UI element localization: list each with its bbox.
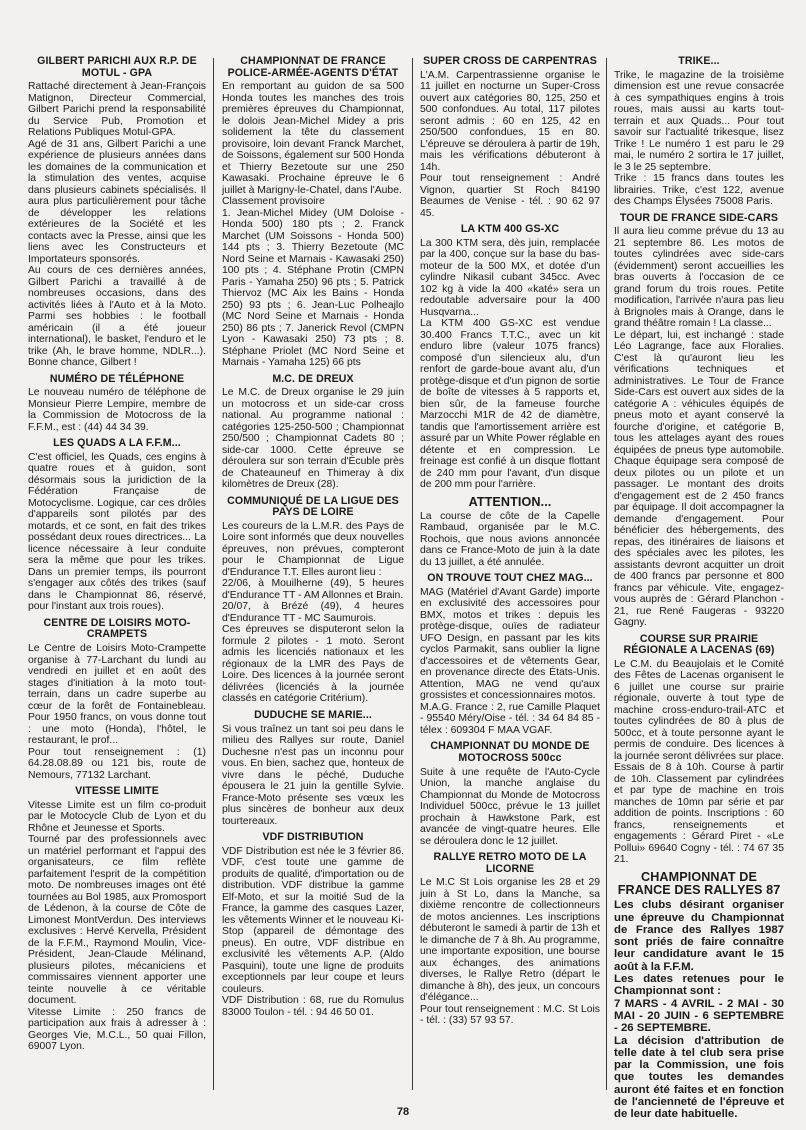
article-body: Trike, le magazine de la troisième dimension est une revue consacrée à ces sympathiques engins à trois roues, mais aussi au karts tout-terrain et aux Quads... Pour tout savoir sur l'actualité trikesque, lisez Trike ! Le numéro 1 est paru le 29 mai, le numéro 2 sortira le 17 juillet, le 3 le 25 septembre. Trike : 15 francs dans toutes les librairies. Trike, c'est 122, avenue des Champs Élysées 75008 Paris. [614, 69, 784, 208]
article-body: Les coureurs de la L.M.R. des Pays de Loire sont informés que deux nouvelles épreuves, non prévues, compteront pour le Championnat de Ligue d'Endurance T.T. Elles auront lieu : 22/06, à Mouilherne (49), 5 heures d'Endurance TT - AM Allonnes et Brain. 20/07, à Brézé (49), 4 heures d'Endurance TT - MC Saumurois. Ces épreuves se disputeront selon la formule 2 pilotes - 1 moto. Seront admis les licenciés nationaux et les régionaux de la LMR des Pays de Loire. Des licences à la journée seront délivrées (licenciés à la journée classés en catégorie Critérium). [222, 520, 404, 705]
article-title: RALLYE RETRO MOTO DE LA LICORNE [433, 851, 587, 875]
article-title: NUMÉRO DE TÉLÉPHONE [49, 372, 185, 385]
article [420, 852, 600, 1027]
column-rule [213, 58, 214, 1090]
article-body: Vitesse Limite est un film co-produit par le Motocycle Club de Lyon et du Rhône et Jeunesse et Sports. Tourné par des professionnels avec un matériel performant et l'appui des organisateurs, ce film reflète parfaitement l'esprit de la compétition moto. De nombreuses images ont été tournées au Bol 1985, aux Promosport de Lédenon, à la course de Côte de Limonest MontVerdun. Des interviews exclusives : Hervé Kervella, Président de la F.F.M., Raymond Moulin, Vice-Président, Jean-Claude Mélinand, plusieurs pilotes, mécaniciens et commissaires viennent apporter une teinte nouvelle à ce véritable document. Vitesse Limite : 250 francs de participation aux frais à adresser à : Georges Vie, M.C.L., 50 quai Fillon, 69007 Lyon. [28, 799, 206, 1053]
article-body: En remportant au guidon de sa 500 Honda toutes les manches des trois premières épreuves du Championnat, le dolois Jean-Michel Midey a pris solidement la tête du classement provisoire, loin devant Franck Marchet, de Soissons, également sur 500 Honda et Thierry Bezetoute sur une 250 Kawasaki. Prochaine épreuve le 6 juillet à Marigny-le-Chatel, dans l'Aube. Classement provisoire 1. Jean-Michel Midey (UM Doloise - Honda 500) 180 pts ; 2. Franck Marchet (UM Soissons - Honda 500) 144 pts ; 3. Thierry Bezetoute (MC Nord Seine et Marnais - Kawasaki 250) 100 pts ; 4. Stéphane Protin (CMPN Paris - Yamaha 250) 96 pts ; 5. Patrick Thiervoz (MC Aix les Bains - Honda 250) 93 pts ; 6. Jean-Luc Polheajlo (MC Nord Seine et Marnais - Honda 250) 86 pts ; 7. Janerick Revol (CMPN Lyon - Kawasaki 250) 73 pts ; 8. Stéphane Priolet (MC Nord Seine et Marnais - Yamaha 125) 66 pts [222, 81, 404, 369]
article-title: CENTRE DE LOISIRS MOTO-CRAMPETS [43, 616, 191, 641]
article-title: ON TROUVE TOUT CHEZ MAG... [427, 572, 593, 585]
article [420, 573, 600, 736]
article [222, 832, 404, 1018]
article-body: Le M.C. de Dreux organise le 29 juin un motocross et un side-car cross national. Au programme national : catégories 125-250-500 ; Championnat 250/500 ; Championnat Cadets 80 ; side-car 1000. Cette épreuve se déroulera sur son terrain d'Écuble près de Chateauneuf en Thimeray à dix kilomètres de Dreux (28). [222, 387, 404, 491]
article-body: MAG (Matériel d'Avant Garde) importe en exclusivité des accessoires pour BMX, motos et trikes : depuis les protège-disque, ouïes de radiateur UFO Design, en passant par les kits cyclos Parmakit, sans oublier la ligne d'accessoires et de vêtements Gear, en provenance directe des États-Unis. Attention, MAG ne vend qu'aux grossistes et concessionnaires motos. M.A.G. France : 2, rue Camille Plaquet - 95540 Méry/Oise - tél. : 34 64 84 85 - télex : 609304 F MAA VGAF. [420, 586, 600, 736]
article-title: TRIKE... [678, 55, 720, 67]
article-body: Si vous traînez un tant soi peu dans le milieu des Rallyes sur route, Daniel Duchesne n'est pas un inconnu pour vous. En bien, sachez que, honteux de vivre dans le péché, Duduche épousera le 21 juin la gentille Sylvie. France-Moto présente ses vœux les plus sincères de bonheur aux deux tourtereaux. [222, 723, 404, 827]
article-title: ATTENTION... [468, 494, 552, 509]
article [28, 374, 206, 434]
column-4 [614, 52, 784, 1121]
article-body: La course de côte de la Capelle Rambaud, organisée par le M.C. Rochois, que nous avions annoncée dans ce France-Moto de juin à la date du 13 juillet, a été annulée. [420, 510, 600, 568]
article [420, 496, 600, 569]
column-2 [222, 52, 404, 1092]
article-body: Le M.C St Lois organise les 28 et 29 juin à St Lo, dans la Manche, sa dixième rencontre de collectionneurs de motos anciennes. Les inscriptions débuteront le samedi à partir de 13h et le dimanche de 7 à 8h. Au programme, une importante exposition, une bourse aux échanges, des animations diverses, le Rallye Retro (départ le dimanche à 8h), des jeux, un concours d'élégance... Pour tout renseignement : M.C. St Lois - tél. : (33) 57 93 57. [420, 877, 600, 1027]
article-body: L'A.M. Carpentrassienne organise le 11 juillet en nocturne un Super-Cross ouvert aux catégories 80, 125, 250 et 500 confondues. Au total, 117 pilotes seront admis : 60 en 125, 42 en 250/500 confondues, 15 en 80. L'épreuve se déroulera à partir de 19h, mais les vérifications débuteront à 14h. Pour tout renseignement : André Vignon, quartier St Roch 84190 Beaumes de Venise - tél. : 90 62 97 45. [420, 69, 600, 219]
article [614, 634, 784, 866]
article-body: Suite à une requête de l'Auto-Cycle Union, la manche anglaise du Championnat du Monde de Motocross Individuel 500cc, prévue le 13 juillet prochain à Hawkstone Park, est avancée de vingt-quatre heures. Elle se déroulera donc le 12 juillet. [420, 766, 600, 847]
article-title: GILBERT PARICHI AUX R.P. DE MOTUL - GPA [37, 55, 197, 79]
column-3 [420, 52, 600, 1092]
article-title: VDF DISTRIBUTION [262, 831, 364, 844]
article-title: COMMUNIQUÉ DE LA LIGUE DES PAYS DE LOIRE [227, 494, 399, 519]
article [222, 56, 404, 369]
column-rule [412, 58, 413, 1090]
article-title: CHAMPIONNAT DU MONDE DE MOTOCROSS 500cc [430, 740, 590, 765]
article [614, 213, 784, 629]
article-body: Il aura lieu comme prévue du 13 au 21 septembre 86. Les motos de toutes cylindrées avec side-cars (évidemment) seront accueillies les bras ouverts à l'occasion de ce grand forum du trois roues. Petite modification, l'arrivée n'aura pas lieu à Brignoles mais à Orange, dans le grand théâtre romain ! La classe... Le départ, lui, est inchangé : stade Léo Lagrange, face aux Floralies. C'est là qu'auront lieu les vérifications techniques et administratives. Le Tour de France Side-Cars est ouvert aux sides de la catégorie A : véhicules équipés de pneus moto et ayant conservé la fourche d'origine, et catégorie B, tous les attelages ayant des roues équipées de pneus type automobile. Chaque équipage sera composé de deux pilotes ou un pilote et un passager. Le montant des droits d'engagement est de 2 450 francs par équipage. Il doit accompagner la demande d'engagement. Pour bénéficier des hébergements, des repas, des itinéraires de liaisons et des spéciales avec les pilotes, les assistants devront acquitter un droit de 400 francs par personne et 800 francs par véhicule. Vite, engagez-vous auprès de : Gérard Planchon - 21, rue René Faugeras - 93220 Gagny. [614, 226, 784, 629]
article [420, 56, 600, 219]
article-body: C'est officiel, les Quads, ces engins à quatre roues et à guidon, sont désormais sous la juridiction de la Fédération Française de Motocyclisme. Logique, car ces drôles d'appareils sont pilotés par des motards, et ce sont, en fait des trikes possédant deux roues directrices... La licence nécessaire à leur conduite sera la même que pour les trikes. Dans un premier temps, ils pourront s'engager aux côtés des trikes (sauf dans le Championnat 86, réservé, pour l'instant aux trois roues). [28, 451, 206, 613]
article-title: LES QUADS A LA F.F.M... [53, 437, 181, 450]
article-body: Le nouveau numéro de téléphone de Monsieur Pierre Lempire, membre de la Commission de Motocross de la F.F.M., est : (44) 44 34 39. [28, 387, 206, 433]
article [28, 786, 206, 1053]
article-body: Le Centre de Loisirs Moto-Crampette organise à 77-Larchant du lundi au vendredi en juillet et en août des stages d'initiation à la moto tout-terrain, dans un cadre superbe au cœur de la forêt de Fontainebleau. Pour 1950 francs, on vous donne tout : une moto (Honda), l'hôtel, le restaurant, le prof... Pour tout renseignement : (1) 64.28.08.89 ou 121 bis, route de Nemours, 77132 Larchant. [28, 643, 206, 781]
article [222, 710, 404, 827]
article [28, 56, 206, 369]
article-title: TOUR DE FRANCE SIDE-CARS [619, 211, 779, 224]
article-title: CHAMPIONNAT DE FRANCE POLICE-ARMÉE-AGENTS D'ÉTAT [227, 55, 399, 79]
article-body: VDF Distribution est née le 3 février 86. VDF, c'est toute une gamme de produits de qualité, d'importation ou de distribution. VDF distribue la gamme Elf-Moto, et sur la moitié Sud de la France, la gamme des casques Lazer, les vêtements Winner et le nouveau Ki-Stop (appareil de démontage des pneus). En outre, VDF distribue en exclusivité les vêtements A.P. (Aldo Pasquini), toute une ligne de produits exceptionnels par leur coupe et leurs couleurs. VDF Distribution : 68, rue du Romulus 83000 Toulon - tél. : 94 46 50 01. [222, 845, 404, 1018]
article-title: DUDUCHE SE MARIE... [254, 708, 372, 721]
column-1 [28, 52, 206, 1092]
column-rule [606, 58, 607, 1090]
article-title: M.C. DE DREUX [272, 372, 354, 385]
article-title: SUPER CROSS DE CARPENTRAS [423, 55, 597, 67]
article [614, 56, 784, 208]
article-title: LA KTM 400 GS-XC [460, 223, 560, 236]
article-body: Les clubs désirant organiser une épreuve du Championnat de France des Rallyes 1987 sont priés de faire connaître leur candidature avant le 15 août à la F.F.M. Les dates retenues pour le Championnat sont : 7 MARS - 4 AVRIL - 2 MAI - 30 MAI - 20 JUIN - 6 SEPTEMBRE - 26 SEPTEMBRE. La décision d'attribution de telle date à tel club sera prise par la Commission, une fois que toutes les demandes auront été faites et en fonction de l'ancienneté de l'épreuve et de leur date habituelle. [614, 899, 784, 1121]
article-body: La 300 KTM sera, dès juin, remplacée par la 400, conçue sur la base du bas-moteur de la 500 MX, et dotée d'un cylindre Nikasil cubant 345cc. Avec 102 kg à vide la 400 «katé» sera un redoutable adversaire pour la 400 Husqvarna... La KTM 400 GS-XC est vendue 30.400 Francs T.T.C., avec un kit enduro libre (valeur 1075 francs) composé d'un silencieux alu, d'un renfort de garde-boue avant alu, d'un protège-disque et d'un pignon de sortie de boîte de vitesses à 5 rapports et, bien sûr, de la fameuse fourche Marzocchi M1R de 42 de diamètre, tandis que l'amortissement arrière est assuré par un White Power réglable en détente et en compression. Le freinage est confié à un disque flottant de 240 mm pour l'avant, d'un disque de 200 mm pour l'arrière. [420, 237, 600, 491]
page-number: 78 [396, 1106, 410, 1118]
article [222, 496, 404, 705]
article [614, 871, 784, 1121]
article [420, 224, 600, 491]
article [222, 374, 404, 491]
article [420, 741, 600, 847]
article-title: CHAMPIONNAT DE FRANCE DES RALLYES 87 [617, 869, 781, 898]
article-title: COURSE SUR PRAIRIE RÉGIONALE A LACENAS (69) [623, 632, 775, 657]
article [28, 438, 206, 613]
article-body: Rattaché directement à Jean-François Matignon, Directeur Commercial, Gilbert Parichi prend la responsabilité du Service Pub, Promotion et Relations Publiques Motul-GPA. Agé de 31 ans, Gilbert Parichi a une expérience de plusieurs années dans les domaines de la communication et la stimulation des ventes, acquise dans plusieurs cabinets spécialisés. Il aura plus particulièrement pour tâche de développer les relations extérieures de la Société et les contacts avec la Presse, ainsi que les liens avec les Constructeurs et Importateurs sponsorés. Au cours de ces dernières années, Gilbert Parichi a travaillé à de nombreuses occasions, dans des activités liées à l'Auto et à la Moto. Parmi ses hobbies : le football américain (il a été joueur international), le basket, l'enduro et le trike (Ah, le brave homme, NDLR...). Bonne chance, Gilbert ! [28, 81, 206, 369]
article-title: VITESSE LIMITE [75, 785, 159, 798]
article [28, 618, 206, 781]
article-body: Le C.M. du Beaujolais et le Comité des Fêtes de Lacenas organisent le 6 juillet une course sur prairie régionale, ouverte à tout type de machine cross-enduro-trail-ATC et toutes cylindrées de 80 à plus de 500cc, et à toute personne ayant le permis de conduire. Des licences à la journée seront délivrées sur place. Essais de 8 à 10h. Course à partir de 10h. Classement par cylindrées et par type de machine en trois manches de 10mn par série et par addition de points. Inscriptions : 60 francs, renseignements et engagements : Gérard Piret - «Le Pollui» 69640 Cogny - tél. : 74 67 35 21. [614, 658, 784, 866]
